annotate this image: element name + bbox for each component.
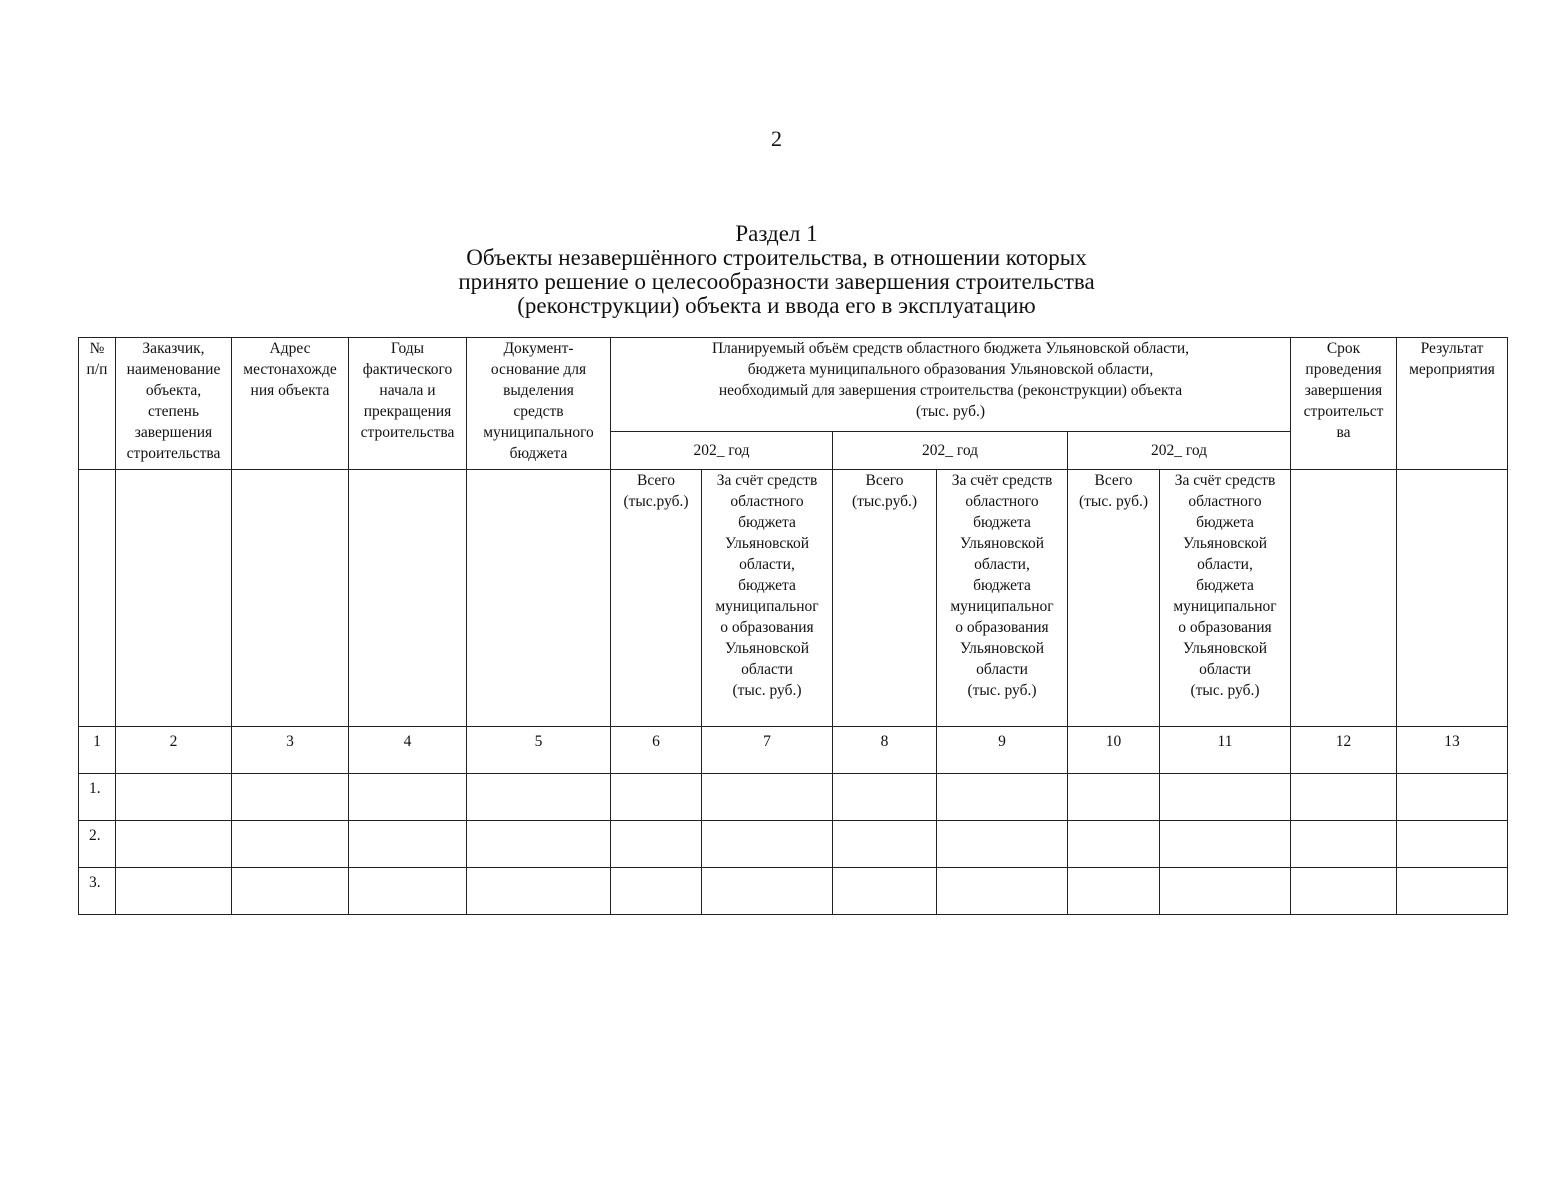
data-cell (116, 868, 232, 915)
header-cell-result: Результат мероприятия (1397, 338, 1508, 470)
data-cell (232, 774, 349, 821)
header-cell-document: Документ- основание для выделения средств муниципального бюджета (467, 338, 611, 470)
header-cell-planned-volume: Планируемый объём средств областного бюджета Ульяновской области, бюджета муниципального образования Ульяновской области, необходимый для завершения строительства (реконструкции) объекта (тыс. руб.) (611, 338, 1291, 432)
column-number-cell: 3 (232, 727, 349, 774)
subheader-cell-budget: За счёт средств областного бюджета Ульяновской области, бюджета муниципальног о образования Ульяновской области (тыс. руб.) (702, 470, 833, 727)
data-cell (611, 774, 702, 821)
table-row (79, 774, 1508, 821)
empty-cell (349, 470, 467, 727)
subheader-cell-budget: За счёт средств областного бюджета Ульяновской области, бюджета муниципальног о образования Ульяновской области (тыс. руб.) (1160, 470, 1291, 727)
header-cell-address: Адрес местонахожде ния объекта (232, 338, 349, 470)
data-cell (611, 868, 702, 915)
empty-cell (79, 470, 116, 727)
column-number-cell: 7 (702, 727, 833, 774)
column-number-cell: 10 (1068, 727, 1160, 774)
data-cell (833, 821, 937, 868)
data-cell (611, 821, 702, 868)
data-cell (467, 821, 611, 868)
data-cell (702, 868, 833, 915)
column-number-cell: 11 (1160, 727, 1291, 774)
header-cell-year: 202_ год (833, 432, 1068, 470)
column-number-cell: 1 (79, 727, 116, 774)
data-cell (349, 821, 467, 868)
page-number: 2 (771, 126, 782, 151)
data-cell (467, 774, 611, 821)
data-cell (937, 774, 1068, 821)
section-title: Раздел 1 (735, 221, 818, 246)
row-number-cell: 2. (79, 821, 116, 868)
header-cell-customer: Заказчик, наименование объекта, степень завершения строительства (116, 338, 232, 470)
row-number-cell: 3. (79, 868, 116, 915)
data-cell (1068, 868, 1160, 915)
empty-cell (1397, 470, 1508, 727)
empty-cell (116, 470, 232, 727)
column-number-cell: 5 (467, 727, 611, 774)
table-row (79, 868, 1508, 915)
data-cell (833, 774, 937, 821)
column-number-cell: 4 (349, 727, 467, 774)
header-cell-number: № п/п (79, 338, 116, 470)
column-number-cell: 2 (116, 727, 232, 774)
data-cell (1397, 821, 1508, 868)
section-subtitle-line: Объекты незавершённого строительства, в отношении которых (466, 245, 1087, 270)
subheader-cell-total: Всего (тыс. руб.) (1068, 470, 1160, 727)
data-cell (937, 868, 1068, 915)
header-row-group (79, 338, 1508, 432)
subheader-cell-budget: За счёт средств областного бюджета Ульяновской области, бюджета муниципальног о образования Ульяновской области (тыс. руб.) (937, 470, 1068, 727)
data-cell (1068, 774, 1160, 821)
data-cell (1291, 774, 1397, 821)
section-header (0, 222, 1553, 318)
header-cell-year: 202_ год (1068, 432, 1291, 470)
empty-cell (232, 470, 349, 727)
header-row-subcolumns (79, 470, 1508, 727)
data-cell (1068, 821, 1160, 868)
header-cell-deadline: Срок проведения завершения строительст ва (1291, 338, 1397, 470)
column-number-cell: 8 (833, 727, 937, 774)
objects-table (78, 337, 1508, 915)
data-cell (232, 868, 349, 915)
data-cell (232, 821, 349, 868)
data-cell (349, 774, 467, 821)
data-cell (1397, 774, 1508, 821)
data-cell (702, 821, 833, 868)
subheader-cell-total: Всего (тыс.руб.) (833, 470, 937, 727)
data-cell (937, 821, 1068, 868)
data-cell (1291, 868, 1397, 915)
column-number-cell: 12 (1291, 727, 1397, 774)
data-cell (702, 774, 833, 821)
column-number-cell: 6 (611, 727, 702, 774)
empty-cell (467, 470, 611, 727)
empty-cell (1291, 470, 1397, 727)
column-number-row (79, 727, 1508, 774)
data-cell (116, 774, 232, 821)
data-cell (1160, 821, 1291, 868)
section-subtitle-line: принято решение о целесообразности завершения строительства (458, 269, 1095, 294)
subheader-cell-total: Всего (тыс.руб.) (611, 470, 702, 727)
table-row (79, 821, 1508, 868)
data-cell (349, 868, 467, 915)
data-cell (1291, 821, 1397, 868)
section-subtitle-line: (реконструкции) объекта и ввода его в эксплуатацию (517, 293, 1036, 318)
header-cell-year: 202_ год (611, 432, 833, 470)
data-cell (833, 868, 937, 915)
data-cell (116, 821, 232, 868)
column-number-cell: 9 (937, 727, 1068, 774)
column-number-cell: 13 (1397, 727, 1508, 774)
data-cell (1160, 774, 1291, 821)
row-number-cell: 1. (79, 774, 116, 821)
data-cell (1160, 868, 1291, 915)
data-cell (1397, 868, 1508, 915)
header-cell-years: Годы фактического начала и прекращения строительства (349, 338, 467, 470)
data-cell (467, 868, 611, 915)
